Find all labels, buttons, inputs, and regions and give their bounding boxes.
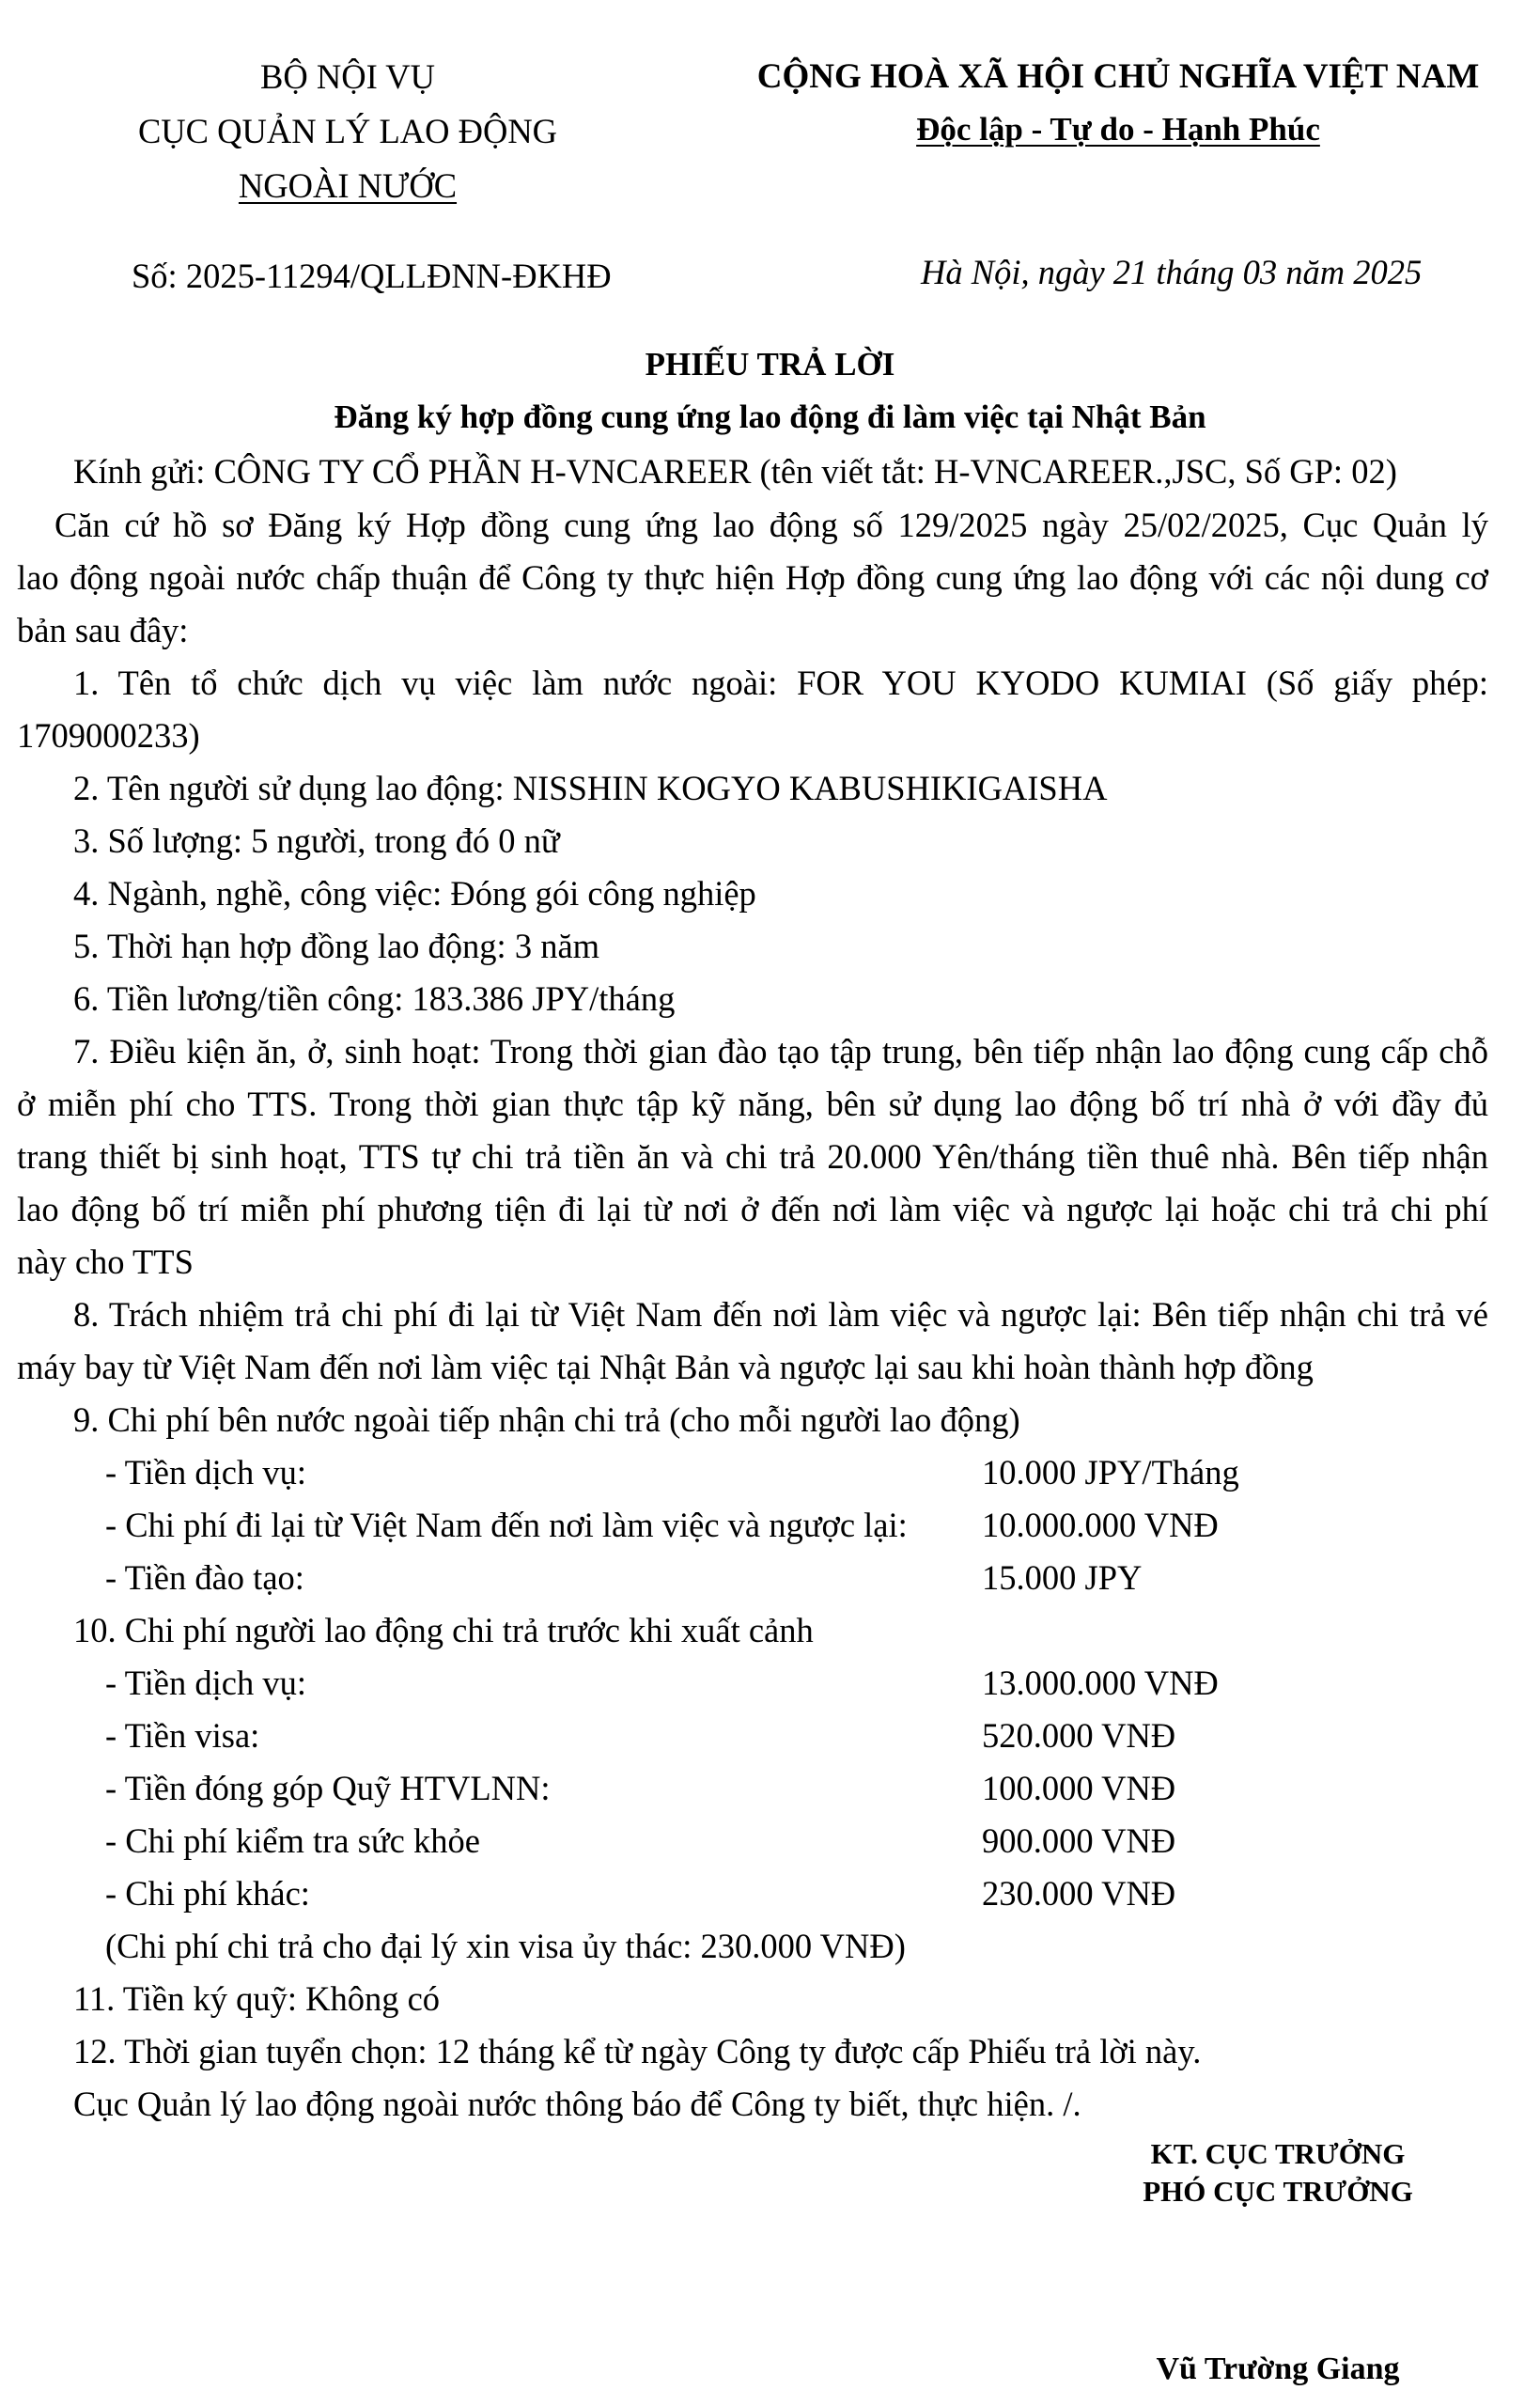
worker-cost-value: 100.000 VNĐ [982,1769,1176,1807]
worker-cost-value: 900.000 VNĐ [982,1821,1176,1860]
item-7-line-5: này cho TTS [17,1242,194,1281]
worker-cost-label: - Tiền dịch vụ: [105,1664,306,1702]
foreign-cost-label: - Tiền đào tạo: [105,1558,304,1597]
item-7-line-3: trang thiết bị sinh hoạt, TTS tự chi trả tiền ăn và chi trả 20.000 Yên/tháng tiền thuê nhà. Bên tiếp nhận [17,1137,1488,1176]
signature-title-2: PHÓ CỤC TRƯỞNG [1143,2175,1413,2208]
item-6: 6. Tiền lương/tiền công: 183.386 JPY/tháng [73,979,676,1018]
foreign-cost-label: - Tiền dịch vụ: [105,1453,306,1492]
signatory-name: Vũ Trường Giang [1156,2351,1400,2386]
worker-cost-label: - Tiền visa: [105,1716,260,1755]
document-number: Số: 2025-11294/QLLĐNN-ĐKHĐ [132,257,612,295]
item-7-line-2: ở miễn phí cho TTS. Trong thời gian thực tập kỹ năng, bên sử dụng lao động bố trí nhà ở với đầy đủ [17,1085,1488,1123]
worker-cost-label: - Chi phí kiểm tra sức khỏe [105,1821,480,1860]
item-7-line-4: lao động bố trí miễn phí phương tiện đi lại từ nơi ở đến nơi làm việc và ngược lại hoặc chi trả chi phí [17,1190,1488,1228]
item-3: 3. Số lượng: 5 người, trong đó 0 nữ [73,821,560,860]
item-1-line-1: 1. Tên tổ chức dịch vụ việc làm nước ngoài: FOR YOU KYODO KUMIAI (Số giấy phép: [73,664,1488,702]
worker-cost-value: 520.000 VNĐ [982,1716,1176,1755]
foreign-cost-value: 15.000 JPY [982,1558,1143,1597]
item-11: 11. Tiền ký quỹ: Không có [73,1979,441,2018]
item-7-line-1: 7. Điều kiện ăn, ở, sinh hoạt: Trong thời gian đào tạo tập trung, bên tiếp nhận lao động cung cấp chỗ [73,1032,1488,1070]
foreign-cost-value: 10.000.000 VNĐ [982,1506,1219,1544]
item-8-line-1: 8. Trách nhiệm trả chi phí đi lại từ Việt Nam đến nơi làm việc và ngược lại: Bên tiếp nhận chi trả vé [73,1295,1488,1334]
item-12: 12. Thời gian tuyển chọn: 12 tháng kể từ ngày Công ty được cấp Phiếu trả lời này. [73,2032,1202,2070]
item-4: 4. Ngành, nghề, công việc: Đóng gói công nghiệp [73,874,756,913]
item-1-line-2: 1709000233) [17,716,200,755]
item-8-line-2: máy bay từ Việt Nam đến nơi làm việc tại Nhật Bản và ngược lại sau khi hoàn thành hợp đồng [17,1348,1314,1386]
national-motto: Độc lập - Tự do - Hạnh Phúc [916,111,1320,148]
worker-cost-value: 13.000.000 VNĐ [982,1664,1219,1702]
signature-title-1: KT. CỤC TRƯỞNG [1150,2137,1406,2170]
foreign-cost-label: - Chi phí đi lại từ Việt Nam đến nơi làm việc và ngược lại: [105,1506,908,1544]
intro-line-3: bản sau đây: [17,611,189,649]
visa-agent-note: (Chi phí chi trả cho đại lý xin visa ủy thác: 230.000 VNĐ) [105,1927,906,1965]
intro-line-1: Căn cứ hồ sơ Đăng ký Hợp đồng cung ứng lao động số 129/2025 ngày 25/02/2025, Cục Quản lý [54,506,1488,544]
item-10: 10. Chi phí người lao động chi trả trước khi xuất cảnh [73,1611,814,1649]
document-title: PHIẾU TRẢ LỜI [645,346,895,383]
agency-name-line1: CỤC QUẢN LÝ LAO ĐỘNG [137,112,558,150]
worker-cost-label: - Tiền đóng góp Quỹ HTVLNN: [105,1769,551,1807]
ministry-name: BỘ NỘI VỤ [260,57,435,96]
item-5: 5. Thời hạn hợp đồng lao động: 3 năm [73,927,600,965]
place-date: Hà Nội, ngày 21 tháng 03 năm 2025 [921,253,1423,291]
item-2: 2. Tên người sử dụng lao động: NISSHIN KOGYO KABUSHIKIGAISHA [73,769,1108,807]
document-subtitle: Đăng ký hợp đồng cung ứng lao động đi làm việc tại Nhật Bản [334,398,1206,435]
worker-cost-value: 230.000 VNĐ [982,1874,1176,1913]
worker-cost-label: - Chi phí khác: [105,1874,310,1913]
closing-statement: Cục Quản lý lao động ngoài nước thông báo để Công ty biết, thực hiện. /. [73,2085,1081,2123]
agency-name-line2: NGOÀI NƯỚC [238,166,458,205]
country-name: CỘNG HOÀ XÃ HỘI CHỦ NGHĨA VIỆT NAM [756,57,1480,96]
foreign-cost-value: 10.000 JPY/Tháng [982,1453,1239,1492]
item-9: 9. Chi phí bên nước ngoài tiếp nhận chi trả (cho mỗi người lao động) [73,1400,1020,1439]
recipient: Kính gửi: CÔNG TY CỔ PHẦN H-VNCAREER (tên viết tắt: H-VNCAREER.,JSC, Số GP: 02) [73,452,1397,491]
intro-line-2: lao động ngoài nước chấp thuận để Công ty thực hiện Hợp đồng cung ứng lao động với các nội dung cơ [17,558,1488,597]
